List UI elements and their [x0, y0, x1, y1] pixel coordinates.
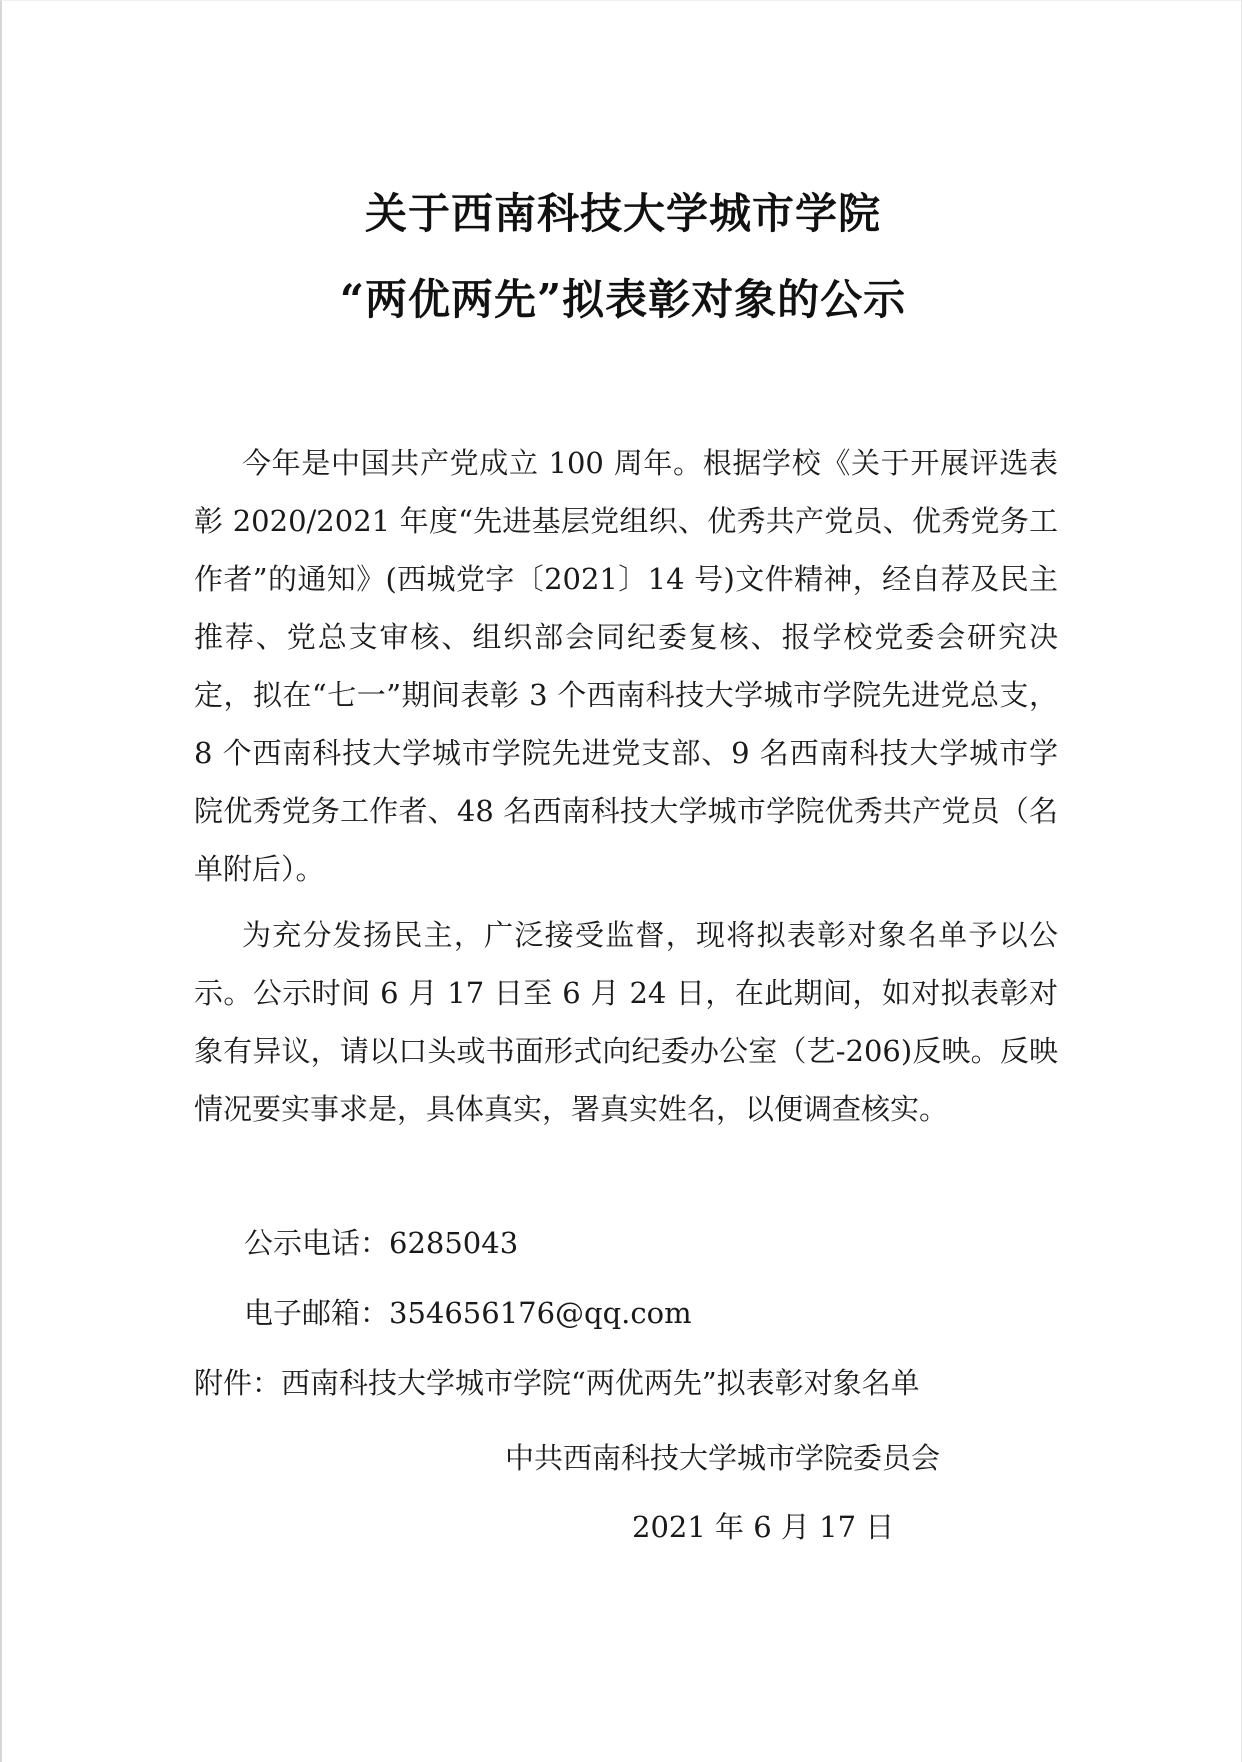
attachment-note: 附件：西南科技大学城市学院“两优两先”拟表彰对象名单	[194, 1366, 920, 1400]
contact-email: 电子邮箱：354656176@qq.com	[244, 1296, 692, 1330]
body-paragraph-1: 今年是中国共产党成立 100 周年。根据学校《关于开展评选表彰 2020/2021 年度“先进基层党组织、优秀共产党员、优秀党务工作者”的通知》(西城党字〔2021〕14 号)文件精神，经自荐及民主推荐、党总支审核、组织部会同纪委复核、报学校党委会研究决定，拟在“七一”期间表彰 3 个西南科技大学城市学院先进党总支，8 个西南科技大学城市学院先进党支部、9 名西南科技大学城市学院优秀党务工作者、48 名西南科技大学城市学院优秀共产党员（名单附后）。	[194, 446, 1058, 886]
contact-phone: 公示电话：6285043	[244, 1226, 519, 1260]
document-title-line1: 关于西南科技大学城市学院	[364, 189, 881, 238]
body-paragraph-2: 为充分发扬民主，广泛接受监督，现将拟表彰对象名单予以公示。公示时间 6 月 17 日至 6 月 24 日，在此期间，如对拟表彰对象有异议，请以口头或书面形式向纪委办公室（艺-206)反映。反映情况要实事求是，具体真实，署真实姓名，以便调查核实。	[194, 918, 1058, 1126]
document-title-line2: “两优两先”拟表彰对象的公示	[339, 275, 907, 324]
issue-date: 2021 年 6 月 17 日	[632, 1510, 895, 1544]
issuer-signature: 中共西南科技大学城市学院委员会	[505, 1441, 941, 1475]
